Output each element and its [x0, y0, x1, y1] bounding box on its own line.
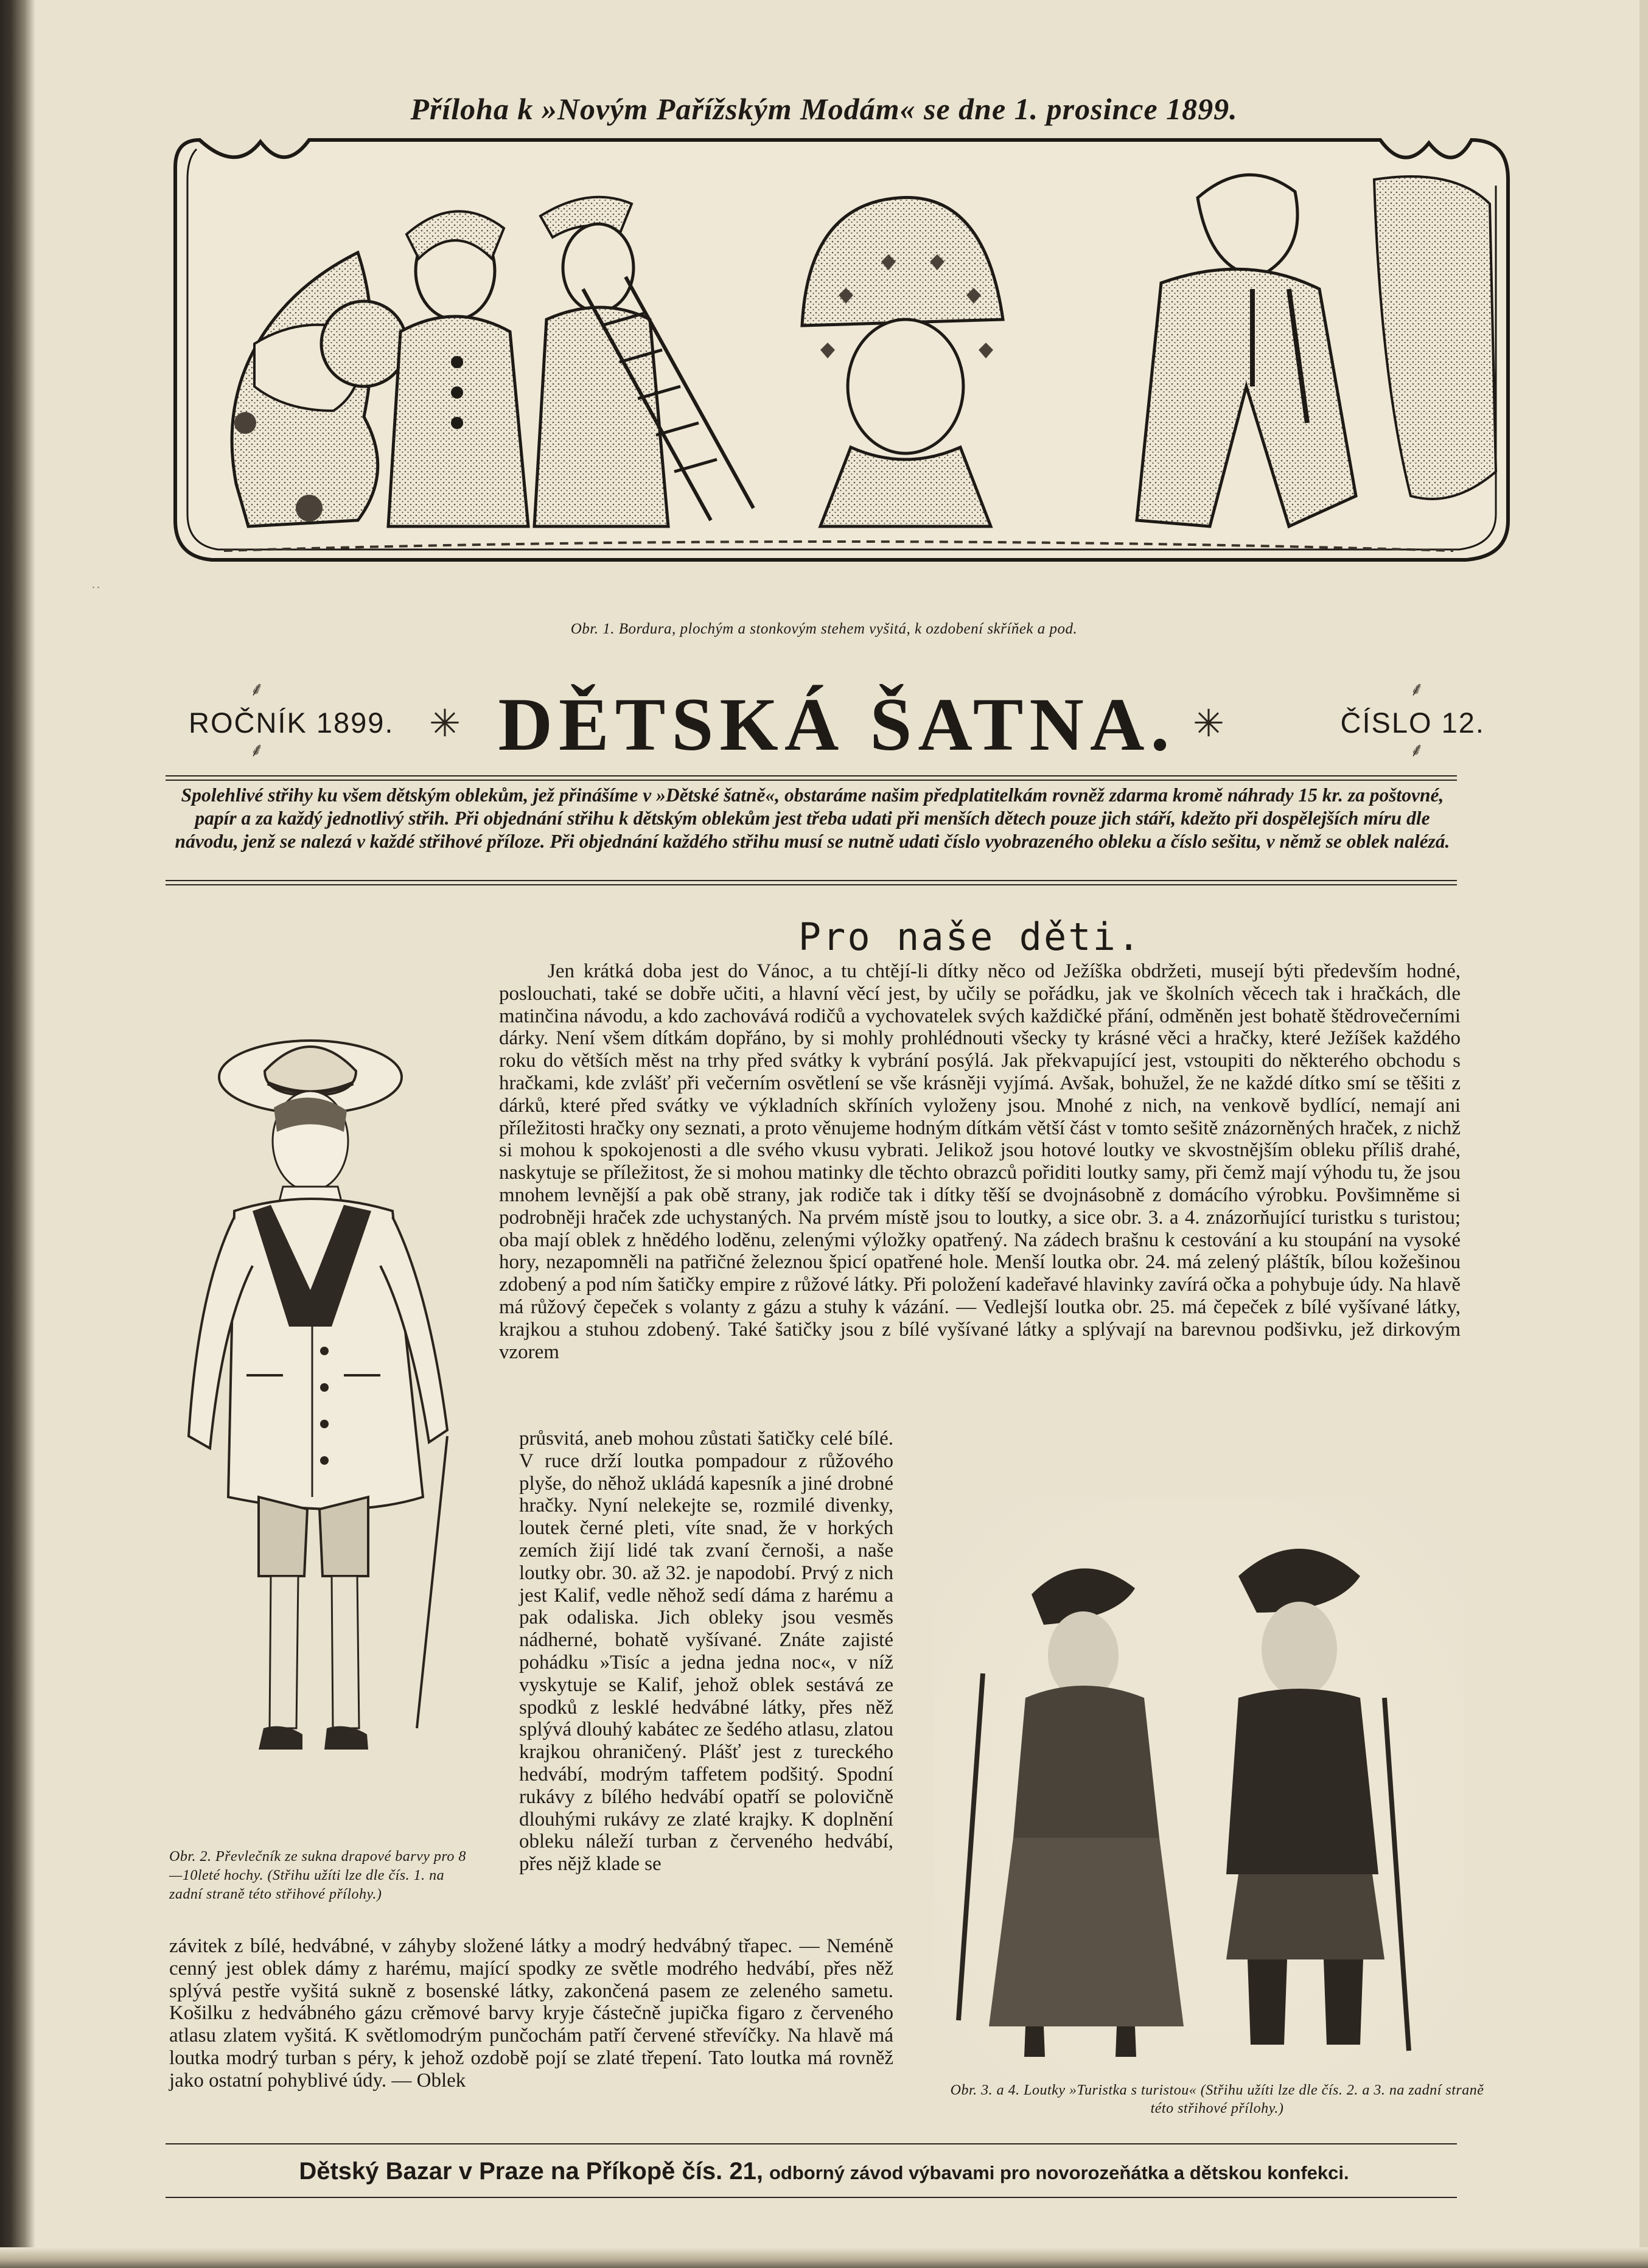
book-spine-edge: [0, 0, 35, 2268]
volume-label: ROČNÍK 1899.: [189, 707, 394, 739]
article-paragraph-bottom: závitek z bílé, hedvábné, v záhyby složené látky a modrý hedvábný třapec. — Neméně cenný jest oblek dámy z harému, mající spodky ze světle modrého hedvábí, přes něž splývá pestře vyšitá sukně z bosenské látky, zakončená pasem ze zeleného sametu. Košilku z hedvábného gázu crěmové barvy kryje částečně jupička figaro z červeného atlasu zlatem vyšitá. K světlomodrým punčochám patří červené střevíčky. Na hlavě má loutka modrý turban s péry, k jehož ozdobě pojí se zlaté třepení. Tato loutka má rovněž jako ostatní pohyblivé údy. — Oblek: [169, 1935, 893, 2092]
star-ornament-left: ✳: [429, 703, 461, 745]
footer-rest: odborný závod výbavami pro novorozeňátka a dětskou konfekci.: [769, 2162, 1349, 2183]
page-margin-mark: ˙˙: [90, 584, 100, 600]
masthead: [152, 675, 1521, 773]
tourist-dolls-photo: [934, 1497, 1464, 2093]
footer-rule-bottom: [166, 2197, 1457, 2198]
footer-rule-top: [166, 2143, 1457, 2144]
article-heading: Pro naše děti.: [798, 915, 1142, 959]
ornament-top-right: ⸙: [1409, 678, 1424, 700]
masthead-rule: [166, 775, 1457, 781]
figure3-caption: Obr. 3. a 4. Loutky »Turistka s turistou« (Střihu užíti lze dle čís. 2. a 3. na zadní straně této střihové přílohy.): [950, 2082, 1484, 2116]
page-bottom-edge: [0, 2247, 1648, 2268]
figure1-caption: Obr. 1. Bordura, plochým a stonkovým stehem vyšitá, k ozdobení skříňek a pod.: [570, 621, 1078, 637]
footer-advert: [0, 2158, 1648, 2185]
article-paragraph-main: Jen krátká doba jest do Vánoc, a tu chtějí-li dítky něco od Ježíška obdržeti, musejí býti především hodné, poslouchati, také se dobře učiti, a hlavní věcí jest, by učily se pořádku, jak ve školních věcech tak i hračkách, dle matinčina návodu, a kdo zachovává rodičů a vychovatelek svých každičké přání, odměněn jest bohatě štědrovečerními dárky. Není všem dítkám dopřáno, by si mohly prohlédnouti všecky ty krásné věci a hračky, které Ježíšek každého roku do větších měst na trhy před svátky k vybrání posýlá. Jak překvapující jest, vstoupiti do některého obchodu s hračkami, kde zvlášť při večerním osvětlení se vše krásněji vyjímá. Avšak, bohužel, že ne každé dítko smí se těšiti z dárků, které před svátky ve výkladních skříních vyloženy jsou. Mnohé z nich, na venkově bydlící, nemají ani příležitosti hračky ony seznati, a proto věnujeme hodným dítkám větší část v tomto sešitě znázorněných hraček, z nichž si mohou k spokojenosti a dle svého vkusu vybrati. Jelikož jsou hotové loutky ve skvostnějším obleku příliš drahé, naskytuje se příležitost, že si mohou matinky dle těchto obrazců pořiditi loutky samy, při čemž mají výhodu tu, že jsou mnohem levnější a pak obě strany, jak rodiče tak i dítky těší se dvojnásobně z domácího výrobku. Povšimněme si podrobněji hraček zde uchystaných. Na prvém místě jsou to loutky, a sice obr. 3. a 4. znázorňující turistku s turistou; oba mají oblek z hnědého loděnu, zelenými výložky opatřený. Na zádech brašnu k cestování a ku stoupání na vysoké hory, nezapomněli na patřičné železnou špicí opatřené hole. Menší loutka obr. 24. má zelený pláštík, bílou kožešinou zdobený a pod ním šatičky empire z růžové látky. Při položení kadeřavé hlavinky zavírá očka a pohybuje údy. Na hlavě má růžový čepeček s volanty z gázu a stuhy k vázání. — Vedlejší loutka obr. 25. má čepeček z bílé vyšívané látky, krajkou a stuhou zdobený. Také šatičky jsou z bílé vyšívané látky a splývají na barevnou podšivku, jež dirkovým vzorem: [499, 960, 1461, 1363]
subscription-notice: Spolehlivé střihy ku všem dětským oblekům, jež přinášíme v »Dětské šatně«, obstaráme našim předplatitelkám rovněž zdarma kromě náhrady 15 kr. za poštovné, papír a za každý jednotlivý střih. Při objednání střihu k dětským oblekům jest třeba udati při menších dětech pouze jich stáří, kdežto při dospělejších míru dle návodu, jenž se nalezá v každé střihové příloze. Při objednání každého střihu musí se nutně udati číslo vyobrazeného obleku a číslo sešitu, v němž se oblek nalézá.: [175, 784, 1450, 852]
footer-lead: Dětský Bazar v Praze na Příkopě čís. 21,: [299, 2158, 763, 2185]
page-right-edge: [1639, 0, 1648, 2268]
issue-label: ČÍSLO 12.: [1340, 707, 1485, 739]
star-ornament-right: ✳: [1193, 703, 1224, 745]
publication-title: DĚTSKÁ ŠATNA.: [498, 683, 1176, 766]
embroidered-border-illustration: [163, 131, 1523, 578]
supplement-line: Příloha k »Novým Pařížským Modám« se dne 1. prosince 1899.: [410, 92, 1238, 126]
boy-overcoat-illustration: [161, 1010, 484, 1911]
article-paragraph-column: průsvitá, aneb mohou zůstati šatičky celé bílé. V ruce drží loutka pompadour z růžového plyše, do něhož ukládá kapesník a jiné drobné hračky. Nyní nelekejte se, rozmilé divenky, loutek černé pleti, víte snad, že v horkých zemích žijí lidé tak zvaní černoši, a naše loutky obr. 30. až 32. je napodobí. Prvý z nich jest Kalif, vedle něhož sedí dáma z harému a pak odaliska. Jich obleky jsou vesměs nádherné, bohatě vyšívané. Znáte zajisté pohádku »Tisíc a jedna jedna noc«, v níž vyskytuje se Kalif, jehož oblek sestává ze spodků z lesklé hedvábné látky, přes něž splývá dlouhý kabátec ze šedého atlasu, zlatou krajkou ohraničený. Plášť jest z tureckého hedvábí, modrým taffetem podšitý. Spodní rukávy z bílého hedvábí opatří se polovičně dlouhými rukávy ze zlaté krajky. K doplnění obleku náleží turban z červeného hedvábí, přes nějž klade se: [519, 1428, 893, 1875]
ornament-bottom-right: ⸙: [1409, 739, 1424, 761]
ornament-top-left: ⸙: [250, 678, 265, 700]
ornament-bottom-left: ⸙: [250, 739, 265, 761]
notice-rule: [166, 880, 1457, 885]
figure2-caption: Obr. 2. Převlečník ze sukna drapové barvy pro 8—10leté hochy. (Střihu užíti lze dle čís. 1. na zadní straně této střihové přílohy.): [169, 1849, 466, 1902]
